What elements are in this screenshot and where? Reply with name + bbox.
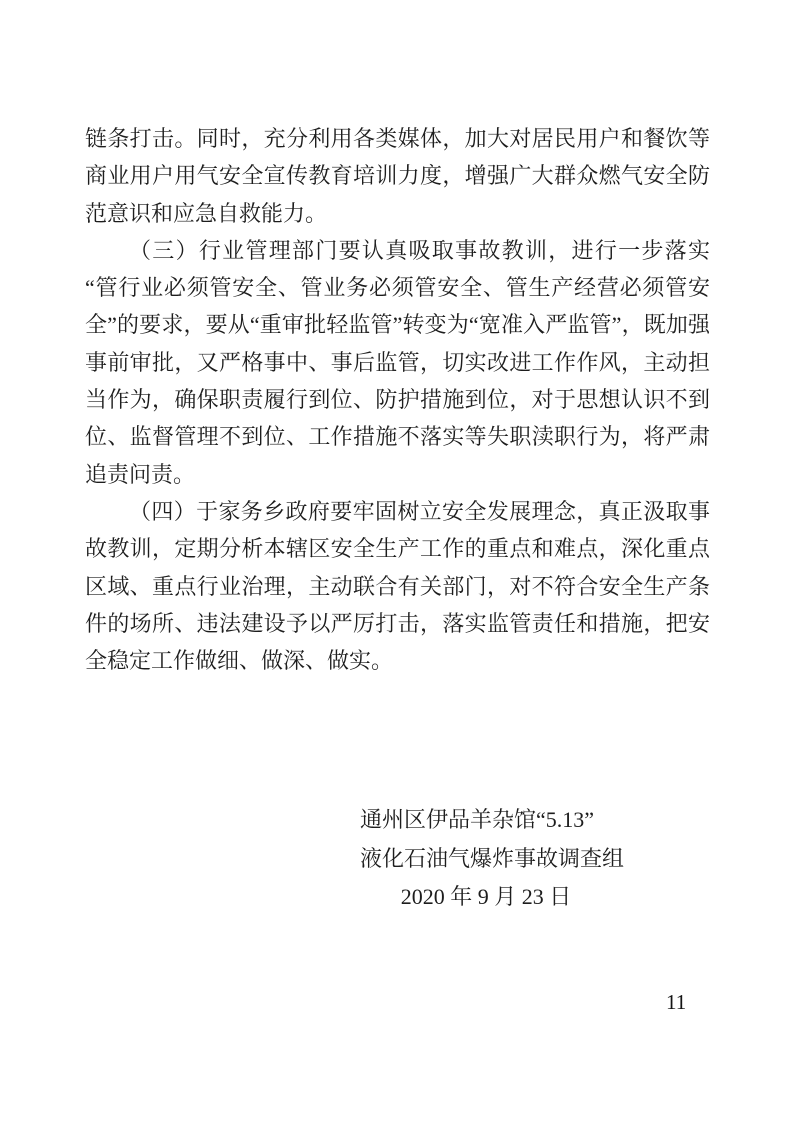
signature-block — [360, 801, 625, 917]
signature-org-line-1: 通州区伊品羊杂馆“5.13” — [360, 807, 595, 832]
paragraph-continued: 链条打击。同时，充分利用各类媒体，加大对居民用户和餐饮等商业用户用气安全宣传教育培训力度，增强广大群众燃气安全防范意识和应急自救能力。 — [85, 126, 710, 226]
body-text — [85, 120, 710, 679]
paragraph-item-four: （四）于家务乡政府要牢固树立安全发展理念，真正汲取事故教训，定期分析本辖区安全生产工作的重点和难点，深化重点区域、重点行业治理，主动联合有关部门，对不符合安全生产条件的场所、违法建设予以严厉打击，落实监管责任和措施，把安全稳定工作做细、做深、做实。 — [85, 498, 710, 674]
paragraph-item-three: （三）行业管理部门要认真吸取事故教训，进行一步落实“管行业必须管安全、管业务必须管安全、管生产经营必须管安全”的要求，要从“重审批轻监管”转变为“宽准入严监管”，既加强事前审批，又严格事中、事后监管，切实改进工作作风，主动担当作为，确保职责履行到位、防护措施到位，对于思想认识不到位、监督管理不到位、工作措施不落实等失职渎职行为，将严肃追责问责。 — [85, 237, 710, 487]
signature-date: 2020 年 9 月 23 日 — [400, 884, 572, 910]
page-number: 11 — [666, 990, 687, 1014]
signature-org-line-2: 液化石油气爆炸事故调查组 — [360, 845, 625, 871]
